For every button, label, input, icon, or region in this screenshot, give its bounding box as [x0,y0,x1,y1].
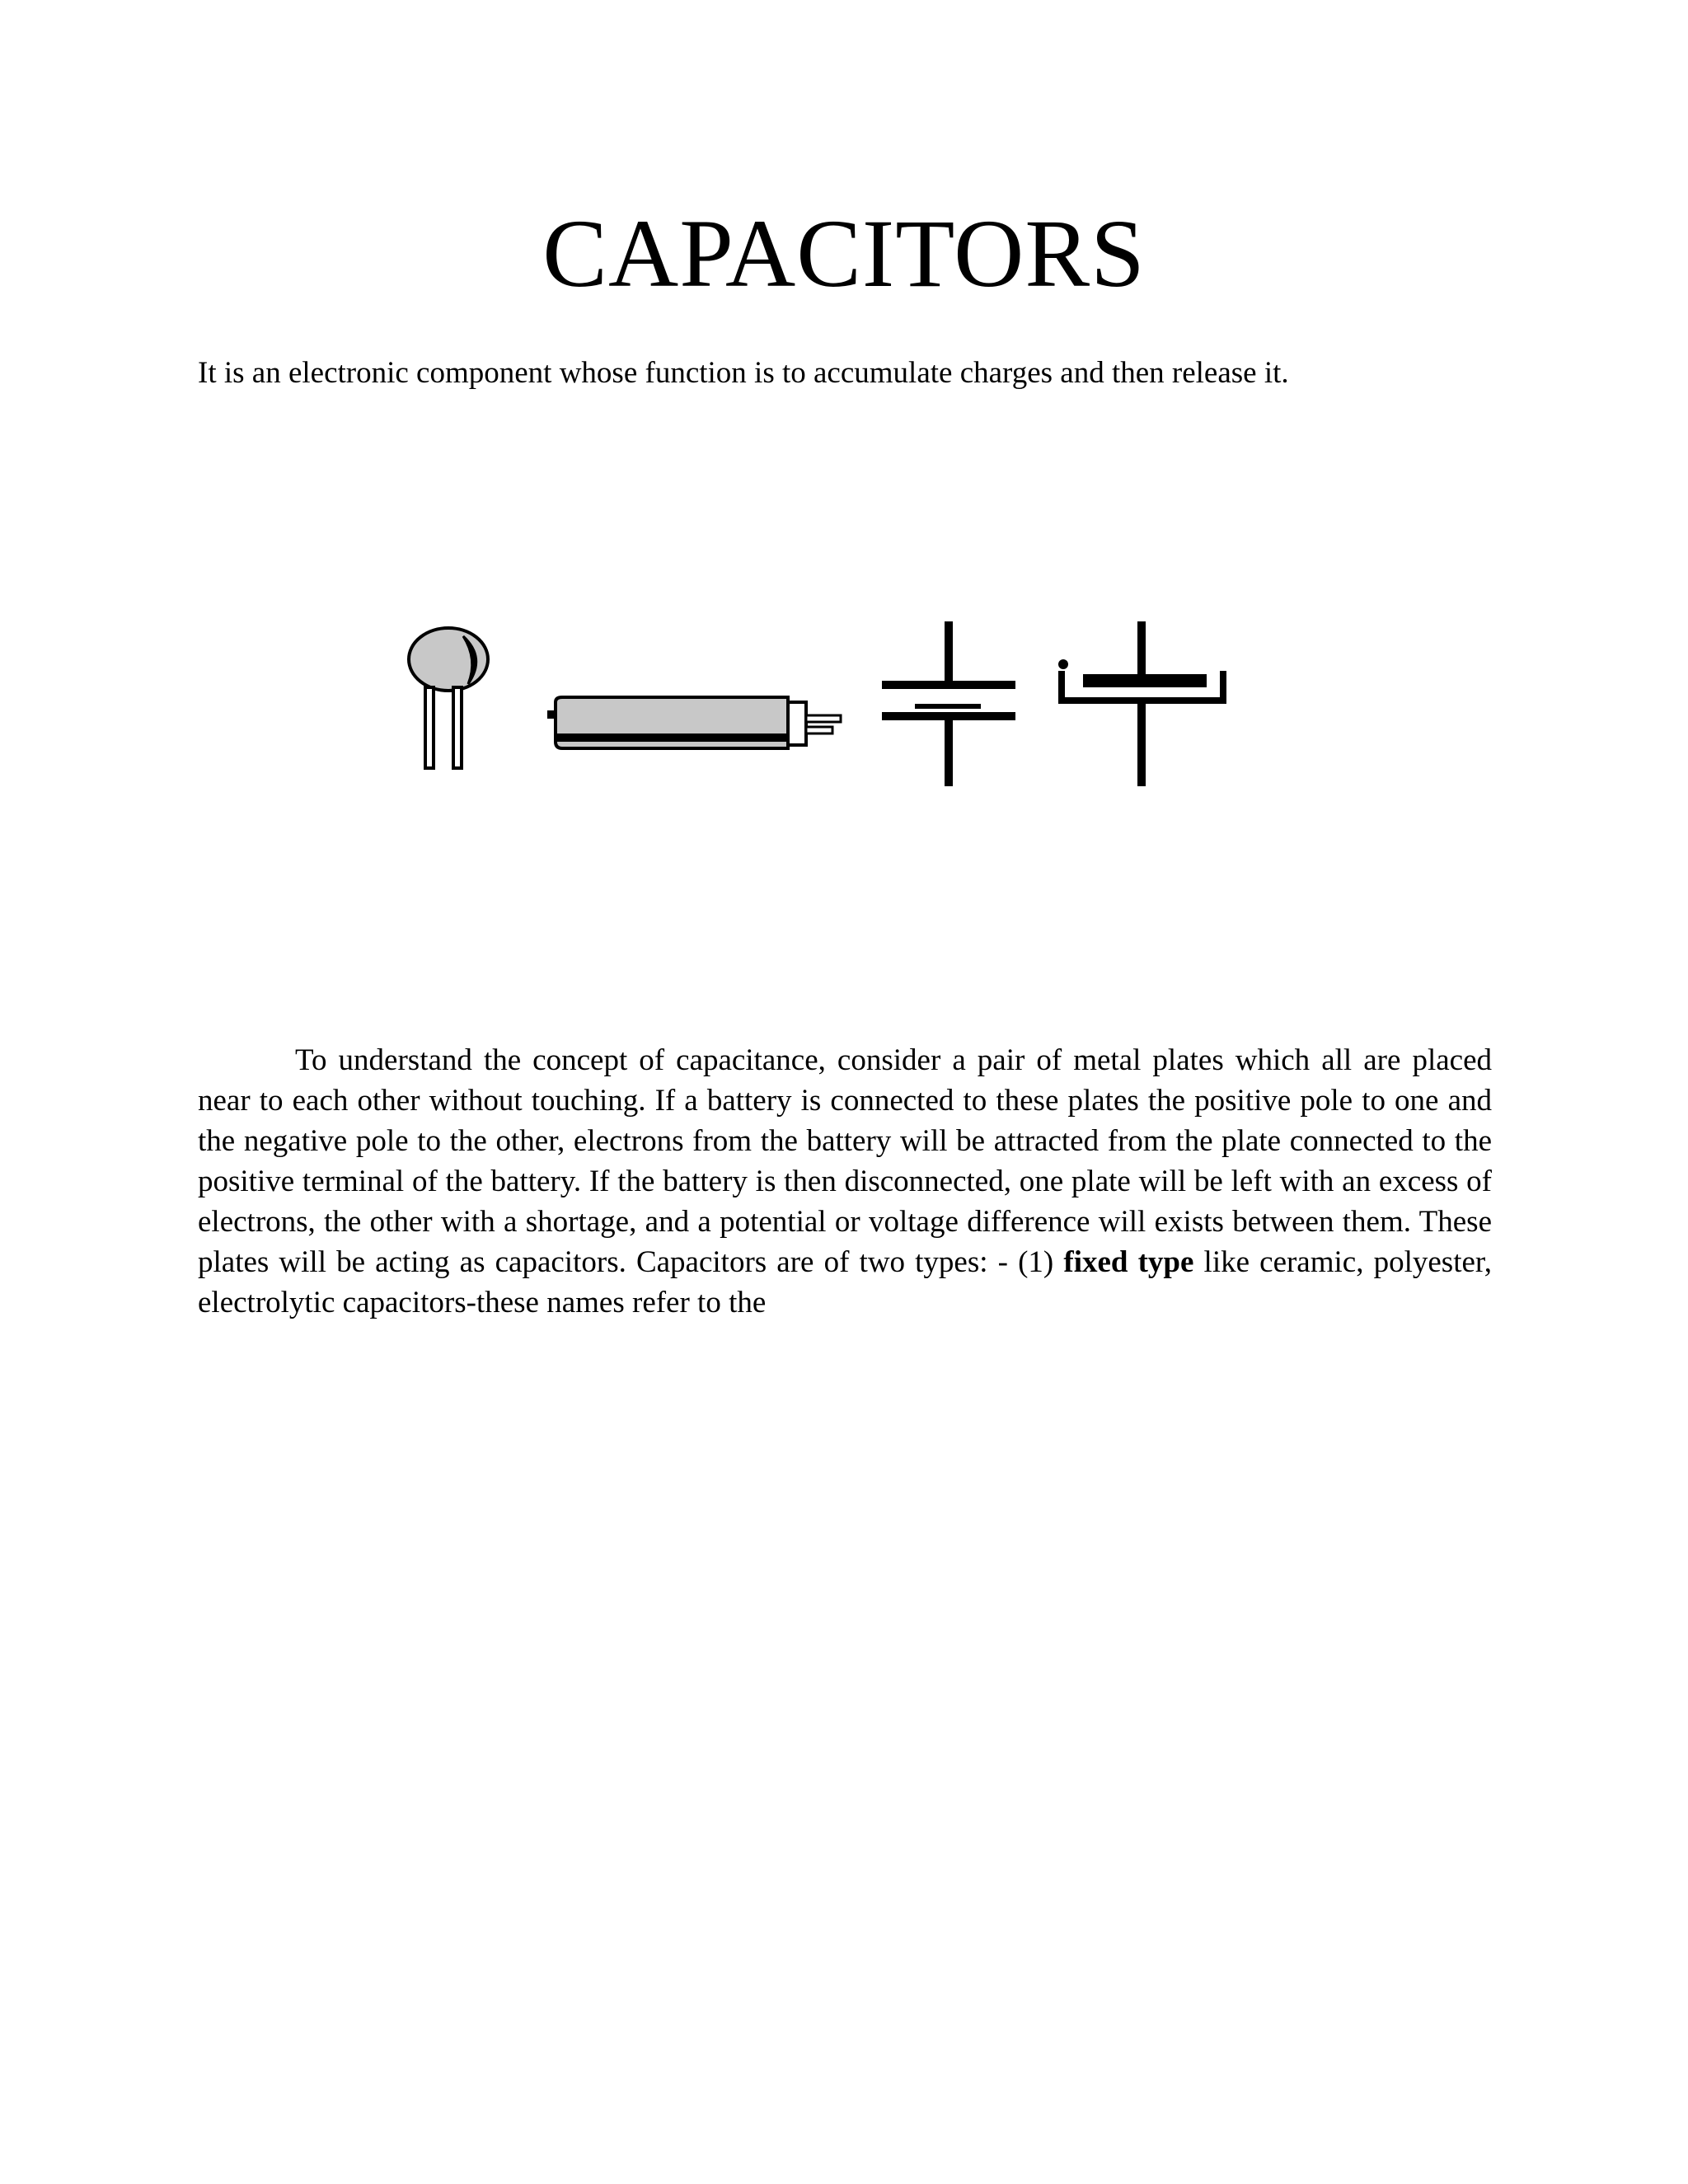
body-text-bold: fixed type [1063,1245,1194,1279]
body-text-part1: To understand the concept of capacitance, consider a pair of metal plates which all are placed near to each other without touching. If a battery is connected to these plates the positive pole to one and the negative pole to the other, electrons from the battery will be attracted from the plate connected to the positive terminal of the battery. If the battery is then disconnected, one plate will be left with an excess of electrons, the other with a shortage, and a potential or voltage difference will exists between them. These plates will be acting as capacitors. Capacitors are of two types: - (1) [198,1043,1492,1279]
capacitor-figure-svg [387,618,1236,791]
intro-paragraph: It is an electronic component whose function is to accumulate charges and then release it. [198,356,1289,390]
body-text-part2: like ceramic, polyester, electrolytic capacitors-these names refer to the [198,1245,1492,1319]
ceramic-disc-capacitor-icon [409,628,488,768]
page-title: CAPACITORS [542,199,1146,307]
electrolytic-capacitor-symbol-icon [1058,621,1226,786]
fixed-capacitor-symbol-icon [882,621,1015,786]
cylindrical-capacitor-icon [547,697,841,748]
body-paragraph [198,1040,1492,1323]
capacitor-figure [387,618,1236,791]
